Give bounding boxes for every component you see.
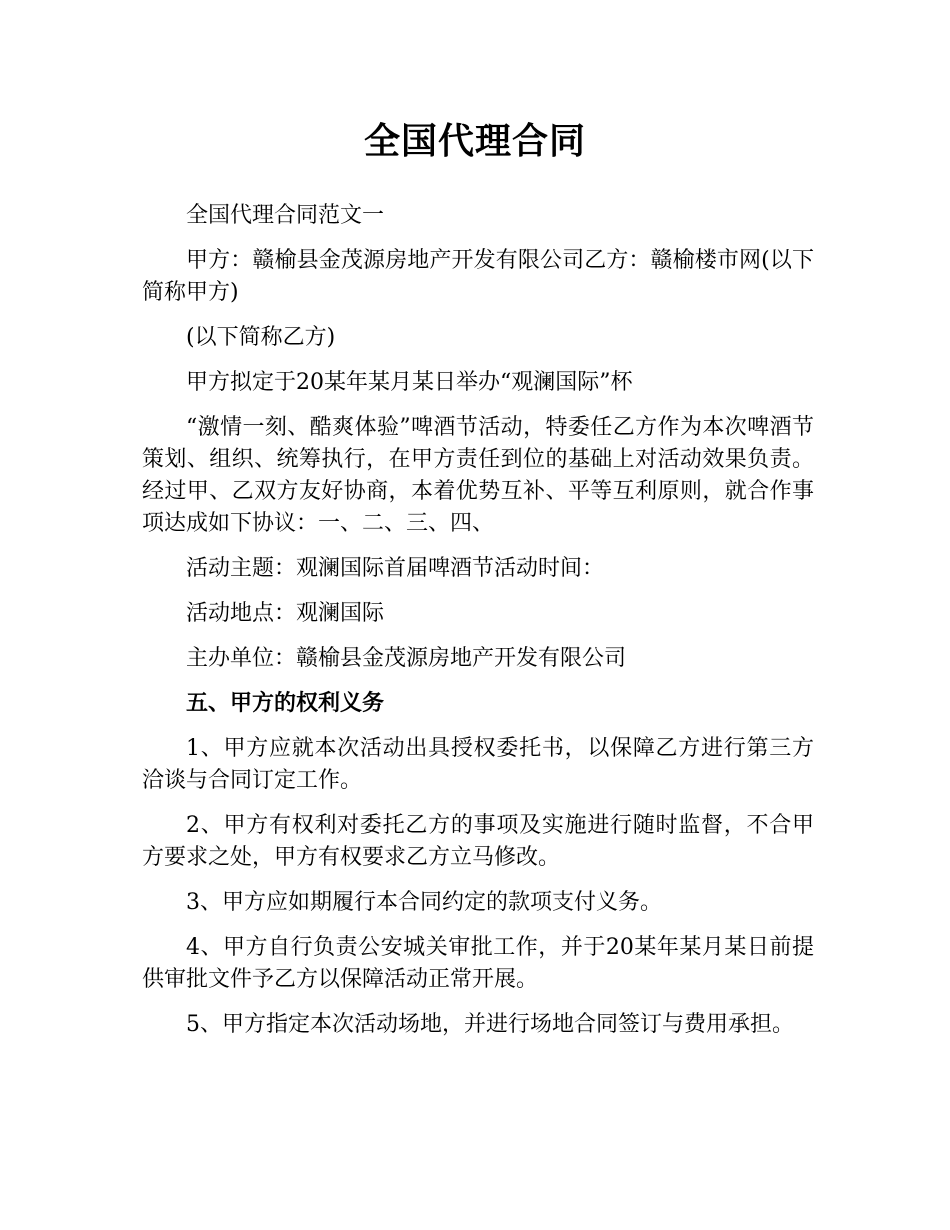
clause-1: 1、甲方应就本次活动出具授权委托书，以保障乙方进行第三方洽谈与合同订定工作。 [142, 736, 814, 793]
clause-5: 5、甲方指定本次活动场地，并进行场地合同签订与费用承担。 [186, 1012, 794, 1037]
paragraph-parties: 甲方：赣榆县金茂源房地产开发有限公司乙方：赣榆楼市网(以下简称甲方) [142, 248, 814, 305]
paragraph-sample-label: 全国代理合同范文一 [186, 203, 385, 228]
clause-3: 3、甲方应如期履行本合同约定的款项支付义务。 [186, 890, 662, 915]
paragraph-event-location: 活动地点：观澜国际 [186, 601, 385, 626]
clause-2: 2、甲方有权利对委托乙方的事项及实施进行随时监督，不合甲方要求之处，甲方有权要求乙方立马修改。 [142, 813, 814, 870]
document-title: 全国代理合同 [363, 121, 586, 162]
clause-4: 4、甲方自行负责公安城关审批工作，并于20某年某月某日前提供审批文件予乙方以保障活动正常开展。 [142, 935, 814, 992]
paragraph-organizer: 主办单位：赣榆县金茂源房地产开发有限公司 [186, 646, 627, 671]
paragraph-party-b-alias: (以下简称乙方) [186, 325, 336, 350]
paragraph-event-theme: 活动主题：观澜国际首届啤酒节活动时间： [186, 556, 605, 581]
section-heading-party-a-rights: 五、甲方的权利义务 [186, 691, 385, 716]
paragraph-event-plan: 甲方拟定于20某年某月某日举办“观澜国际”杯 [186, 370, 633, 395]
document-body [142, 200, 814, 1054]
paragraph-agreement-intro: “激情一刻、酷爽体验”啤酒节活动，特委任乙方作为本次啤酒节策划、组织、统筹执行，在甲方责任到位的基础上对活动效果负责。经过甲、乙双方友好协商，本着优势互补、平等互利原则，就合作事项达成如下协议：一、二、三、四、 [142, 415, 814, 536]
